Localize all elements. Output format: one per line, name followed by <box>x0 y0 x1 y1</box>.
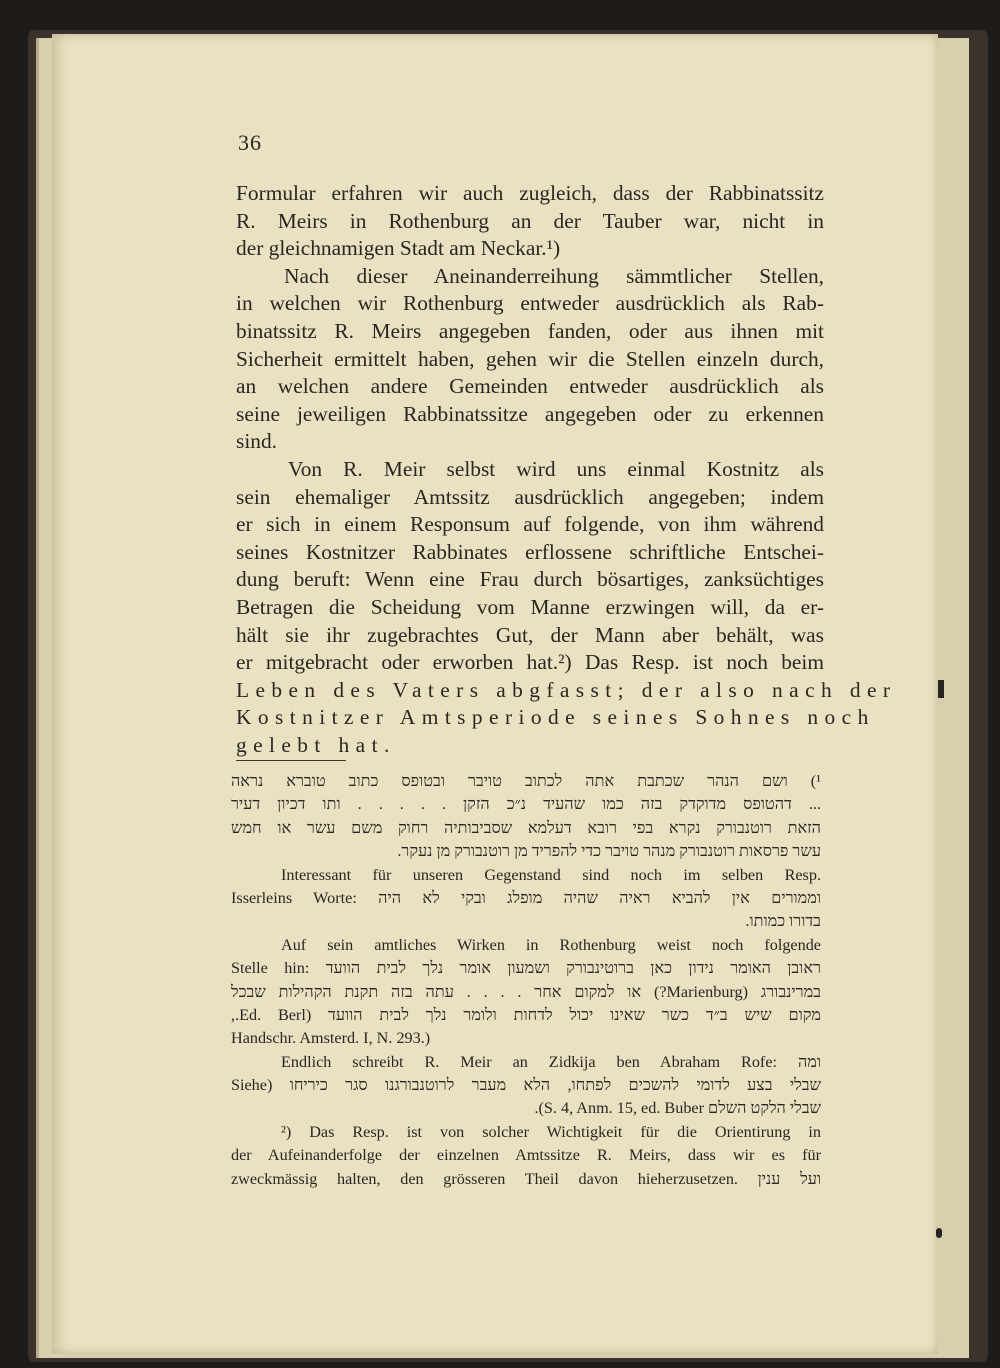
footnote-line: der Aufeinanderfolge der einzelnen Amtssitze R. Meirs, dass wir es für <box>231 1146 821 1165</box>
body-line: binatssitz R. Meirs angegeben fanden, oder aus ihnen mit <box>236 318 824 343</box>
footnote-line: ... דהטופס מדוקדק בזה כמו שהעיד נ״כ הזקן . . . . . ותו דכיון דעיר <box>231 795 821 814</box>
body-text <box>236 180 897 759</box>
footnote-line: ²) Das Resp. ist von solcher Wichtigkeit für die Orientirung in <box>281 1122 821 1141</box>
body-line: sein ehemaliger Amtssitz ausdrücklich angegeben; indem <box>236 484 824 509</box>
body-line: an welchen andere Gemeinden entweder ausdrücklich als <box>236 374 824 399</box>
footnote-line: ¹) ושם הנהר שכתבת אתה לכתוב טויבר ובטופס כתוב טוברא נראה <box>231 772 821 790</box>
footnote-line: הזאת רוטנבורק נקרא בפי רובא דעלמא שסביבותיה רחוק משם עשר או חמש <box>231 818 821 837</box>
body-line: er sich in einem Responsum auf folgende, von ihm während <box>236 512 824 537</box>
footnote-line: עשר פרסאות רוטנבורק מנהר טויבר כדי להפריד מן רוטנבורק מן נעקר. <box>397 842 821 861</box>
body-line: dung beruft: Wenn eine Frau durch bösartiges, zanksüchtiges <box>236 567 824 592</box>
footnote-line: Stelle hin: ראובן האומר נידון כאן ברוטינבורק ושמעון אומר נלך לבית הוועד <box>231 959 821 978</box>
ink-mark <box>936 1228 942 1238</box>
body-line: der gleichnamigen Stadt am Neckar.¹) <box>236 236 561 261</box>
body-line: Formular erfahren wir auch zugleich, dass der Rabbinatssitz <box>236 181 824 205</box>
footnote-line: שבלי בצע לדומי להשכים לפתחו, הלא מעבר לרוטנבורגנו סגר כיריחו (Siehe <box>231 1076 821 1095</box>
body-line: in welchen wir Rothenburg entweder ausdrücklich als Rab- <box>236 291 824 316</box>
footnote-line: במרינבורג (Marienburg?) או למקום אחר . . . . עתה בזה תקנת הקהילות שבכל <box>231 982 821 1001</box>
footnotes <box>231 770 821 1191</box>
body-line: seine jeweiligen Rabbinatssitze angegeben oder zu erkennen <box>236 401 824 426</box>
body-line: R. Meirs in Rothenburg an der Tauber war, nicht in <box>236 208 824 233</box>
body-line: Nach dieser Aneinanderreihung sämmtlicher Stellen, <box>284 263 824 288</box>
body-line: er mitgebracht oder erworben hat.²) Das Resp. ist noch beim <box>236 650 824 675</box>
footnote-line: מקום שיש ב״ד כשר שאינו יכול לדחות ולומר נלך לבית הוועד (Ed. Berl., <box>231 1005 821 1024</box>
body-line: Sicherheit ermittelt haben, gehen wir die Stellen einzeln durch, <box>236 346 824 371</box>
footnote-line: Isserleins Worte: וממורים אין להביא ראיה שהיה מופלג ובקי לא היה <box>231 888 821 907</box>
body-line: Leben des Vaters abgfasst; der also nach der <box>236 677 897 702</box>
footnote-rule <box>236 760 346 761</box>
body-line: gelebt hat. <box>236 732 396 757</box>
footnote-line: Endlich schreibt R. Meir an Zidkija ben Abraham Rofe: ומה <box>281 1052 821 1071</box>
page-number: 36 <box>238 130 262 155</box>
footnote-line: בדורו כמותו. <box>745 912 821 931</box>
ink-mark <box>938 680 944 698</box>
body-line: seines Kostnitzer Rabbinates erflossene schriftliche Entschei- <box>236 539 824 564</box>
footnote-line: Handschr. Amsterd. I, N. 293.) <box>231 1029 431 1048</box>
body-line: sind. <box>236 429 278 454</box>
footnote-line: שבלי הלקט השלם S. 4, Anm. 15, ed. Buber). <box>534 1099 821 1118</box>
body-line: Von R. Meir selbst wird uns einmal Kostnitz als <box>288 456 824 481</box>
body-line: Betragen die Scheidung vom Manne erzwingen will, da er- <box>236 594 824 619</box>
footnote-line: Interessant für unseren Gegenstand sind noch im selben Resp. <box>281 865 821 884</box>
footnote-line: Auf sein amtliches Wirken in Rothenburg weist noch folgende <box>281 935 821 954</box>
footnote-line: zweckmässig halten, den grösseren Theil davon hieherzusetzen. ועל ענין <box>231 1169 821 1188</box>
body-line: hält sie ihr zugebrachtes Gut, der Mann aber behält, was <box>236 622 824 647</box>
body-line: Kostnitzer Amtsperiode seines Sohnes noch <box>236 705 875 730</box>
